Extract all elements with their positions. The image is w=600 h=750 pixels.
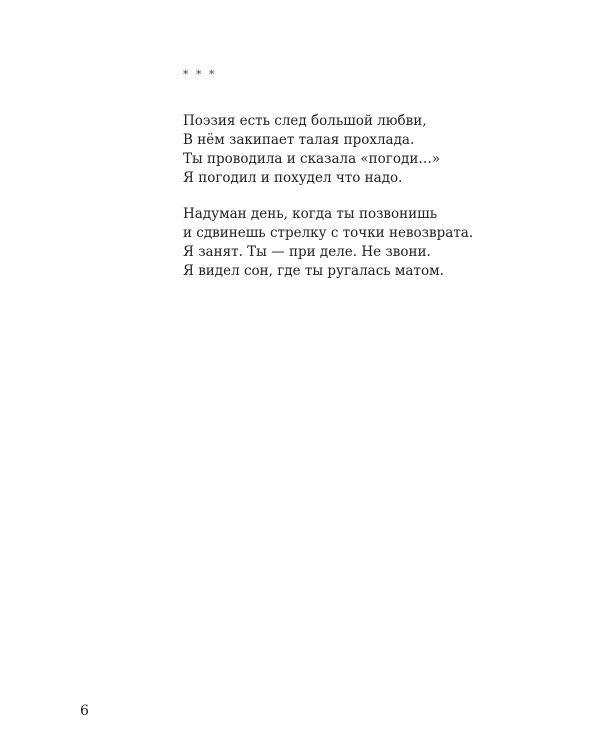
stanza-1 (183, 112, 483, 188)
stanza-2 (183, 205, 483, 281)
poem-line: В нём закипает талая прохлада. (183, 132, 415, 148)
poem-line: и сдвинешь стрелку с точки невозврата. (183, 225, 474, 241)
poem (183, 112, 483, 298)
section-divider-asterism: * * * (183, 68, 217, 81)
poem-line: Поэзия есть след большой любви, (183, 113, 427, 129)
poem-line: Надуман день, когда ты позвонишь (183, 206, 438, 222)
poem-line: Я занят. Ты — при деле. Не звони. (183, 244, 431, 260)
poem-line: Я видел сон, где ты ругалась матом. (183, 263, 444, 279)
poem-line: Ты проводила и сказала «погоди…» (183, 151, 441, 167)
poem-line: Я погодил и похудел что надо. (183, 170, 403, 186)
page-number: 6 (80, 703, 89, 719)
